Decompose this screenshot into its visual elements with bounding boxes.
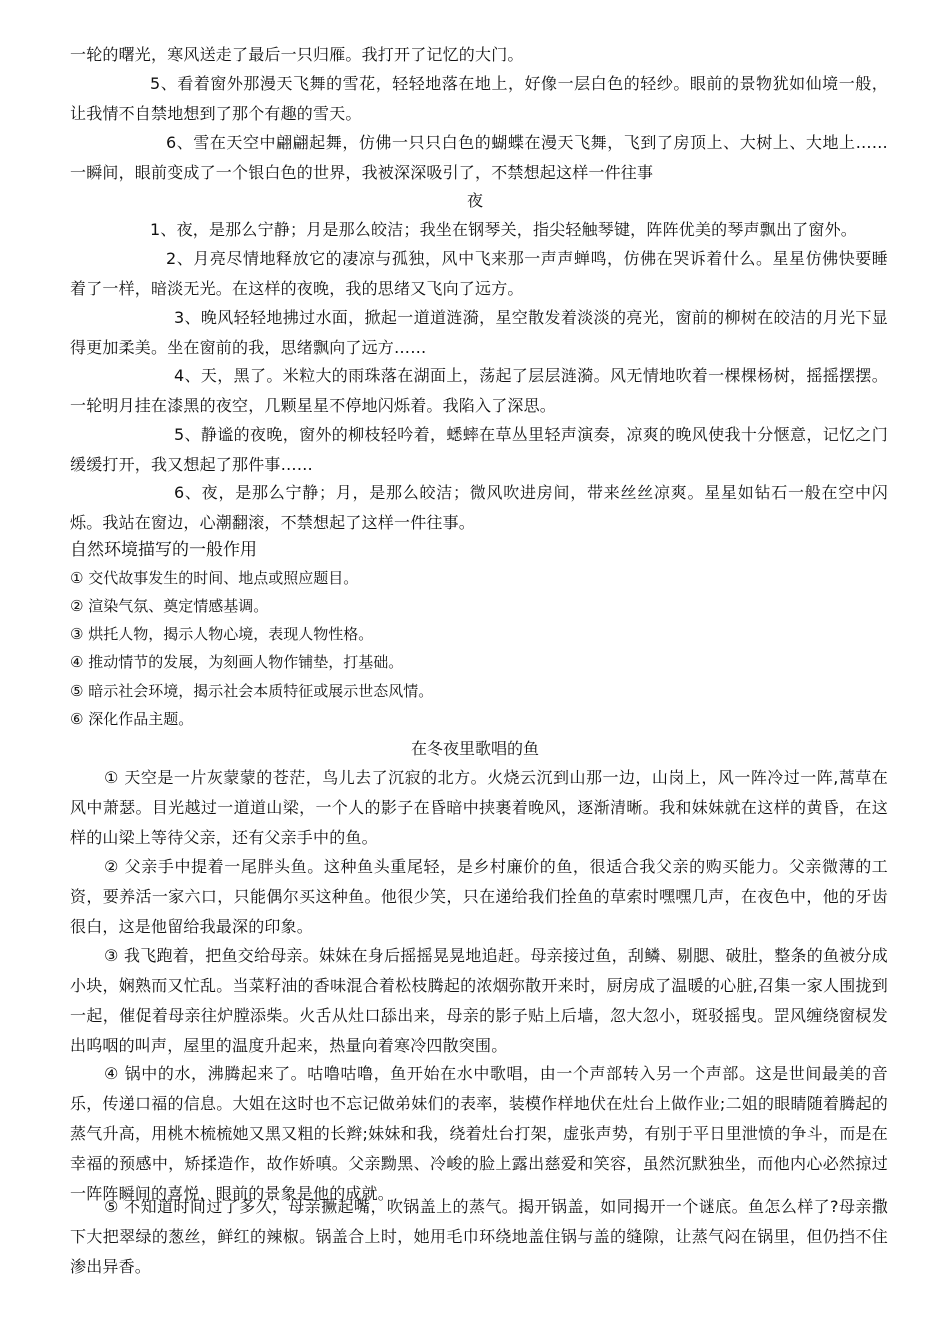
- story-paragraph-3: ③ 我飞跑着，把鱼交给母亲。妹妹在身后摇摇晃晃地追赶。母亲接过鱼，刮鳞、剔腮、破肚，整条的鱼被分成小块，娴熟而又忙乱。当菜籽油的香味混合着松枝腾起的浓烟弥散开来时，厨房成了温暖的心脏,召集一家人围拢到一起，催促着母亲往炉膛添柴。火舌从灶口舔出来，母亲的影子贴上后墙，忽大忽小，斑驳摇曳。罡风缠绕窗棂发出呜咽的叫声，屋里的温度升起来，热量向着寒冷四散突围。: [70, 946, 888, 1055]
- night-paragraph-1: 1、夜，是那么宁静；月是那么皎洁；我坐在钢琴关，指尖轻触琴键，阵阵优美的琴声飘出了窗外。: [150, 220, 857, 239]
- story-paragraph-5: ⑤ 不知道时间过了多久，母亲撅起嘴，吹锅盖上的蒸气。揭开锅盖，如同揭开一个谜底。鱼怎么样了?母亲撒下大把翠绿的葱丝，鲜红的辣椒。锅盖合上时，她用毛巾环绕地盖住锅与盖的缝隙，让蒸气闷在锅里，但仍挡不住渗出异香。: [70, 1197, 888, 1276]
- story-title: 在冬夜里歌唱的鱼: [410, 739, 539, 758]
- night-paragraph-6: 6、夜，是那么宁静；月，是那么皎洁；微风吹进房间，带来丝丝凉爽。星星如钻石一般在空中闪烁。我站在窗边，心潮翻滚，不禁想起了这样一件往事。: [70, 483, 888, 532]
- function-item: ⑥ 深化作品主题。: [70, 710, 194, 728]
- story-paragraph-2: ② 父亲手中提着一尾胖头鱼。这种鱼头重尾轻，是乡村廉价的鱼，很适合我父亲的购买能力。父亲微薄的工资，要养活一家六口，只能偶尔买这种鱼。他很少笑，只在递给我们拴鱼的草索时嘿嘿几声，在夜色中，他的牙齿很白，这是他留给我最深的印象。: [70, 857, 888, 936]
- story-paragraph-1: ① 天空是一片灰蒙蒙的苍茫，鸟儿去了沉寂的北方。火烧云沉到山那一边，山岗上，风一阵冷过一阵,蒿草在风中萧瑟。目光越过一道道山梁，一个人的影子在昏暗中挟裹着晚风，逐渐清晰。我和妹妹就在这样的黄昏，在这样的山梁上等待父亲，还有父亲手中的鱼。: [70, 768, 888, 847]
- snow-paragraph-6: 6、雪在天空中翩翩起舞，仿佛一只只白色的蝴蝶在漫天飞舞，飞到了房顶上、大树上、大地上……一瞬间，眼前变成了一个银白色的世界，我被深深吸引了，不禁想起这样一件往事: [70, 133, 888, 182]
- functions-heading: 自然环境描写的一般作用: [70, 540, 257, 560]
- night-paragraph-5: 5、静谧的夜晚，窗外的柳枝轻吟着，蟋蟀在草丛里轻声演奏，凉爽的晚风使我十分惬意，记忆之门缓缓打开，我又想起了那件事……: [70, 425, 888, 474]
- night-paragraph-3: 3、晚风轻轻地拂过水面，掀起一道道涟漪，星空散发着淡淡的亮光，窗前的柳树在皎洁的月光下显得更加柔美。坐在窗前的我，思绪飘向了远方……: [70, 308, 888, 357]
- night-section-title: 夜: [466, 191, 483, 210]
- snow-paragraph-5: 5、看着窗外那漫天飞舞的雪花，轻轻地落在地上，好像一层白色的轻纱。眼前的景物犹如仙境一般，让我情不自禁地想到了那个有趣的雪天。: [70, 74, 888, 123]
- story-paragraph-4: ④ 锅中的水，沸腾起来了。咕噜咕噜，鱼开始在水中歌唱，由一个声部转入另一个声部。这是世间最美的音乐，传递口福的信息。大姐在这时也不忘记做弟妹们的表率，装模作样地伏在灶台上做作业;二姐的眼睛随着腾起的蒸气升高，用桃木梳梳她又黑又粗的长辫;妹妹和我，绕着灶台打架，虚张声势，有别于平日里泄愤的争斗，而是在幸福的预感中，矫揉造作，故作娇嗔。父亲黝黑、冷峻的脸上露出慈爱和笑容，虽然沉默独坐，而他内心必然掠过一阵阵瞬间的喜悦，眼前的景象是他的成就。: [70, 1064, 888, 1203]
- function-item: ① 交代故事发生的时间、地点或照应题目。: [70, 569, 359, 587]
- function-item: ④ 推动情节的发展，为刻画人物作铺垫，打基础。: [70, 653, 404, 671]
- night-paragraph-4: 4、天，黑了。米粒大的雨珠落在湖面上，荡起了层层涟漪。风无情地吹着一棵棵杨树，摇摇摆摆。一轮明月挂在漆黑的夜空，几颗星星不停地闪烁着。我陷入了深思。: [70, 366, 888, 415]
- intro-line: 一轮的曙光，寒风送走了最后一只归雁。我打开了记忆的大门。: [70, 45, 524, 64]
- function-item: ⑤ 暗示社会环境，揭示社会本质特征或展示世态风情。: [70, 682, 434, 700]
- function-item: ② 渲染气氛、奠定情感基调。: [70, 597, 269, 615]
- function-item: ③ 烘托人物，揭示人物心境，表现人物性格。: [70, 625, 374, 643]
- night-paragraph-2: 2、月亮尽情地释放它的凄凉与孤独，风中飞来那一声声蝉鸣，仿佛在哭诉着什么。星星仿佛快要睡着了一样，暗淡无光。在这样的夜晚，我的思绪又飞向了远方。: [70, 249, 888, 298]
